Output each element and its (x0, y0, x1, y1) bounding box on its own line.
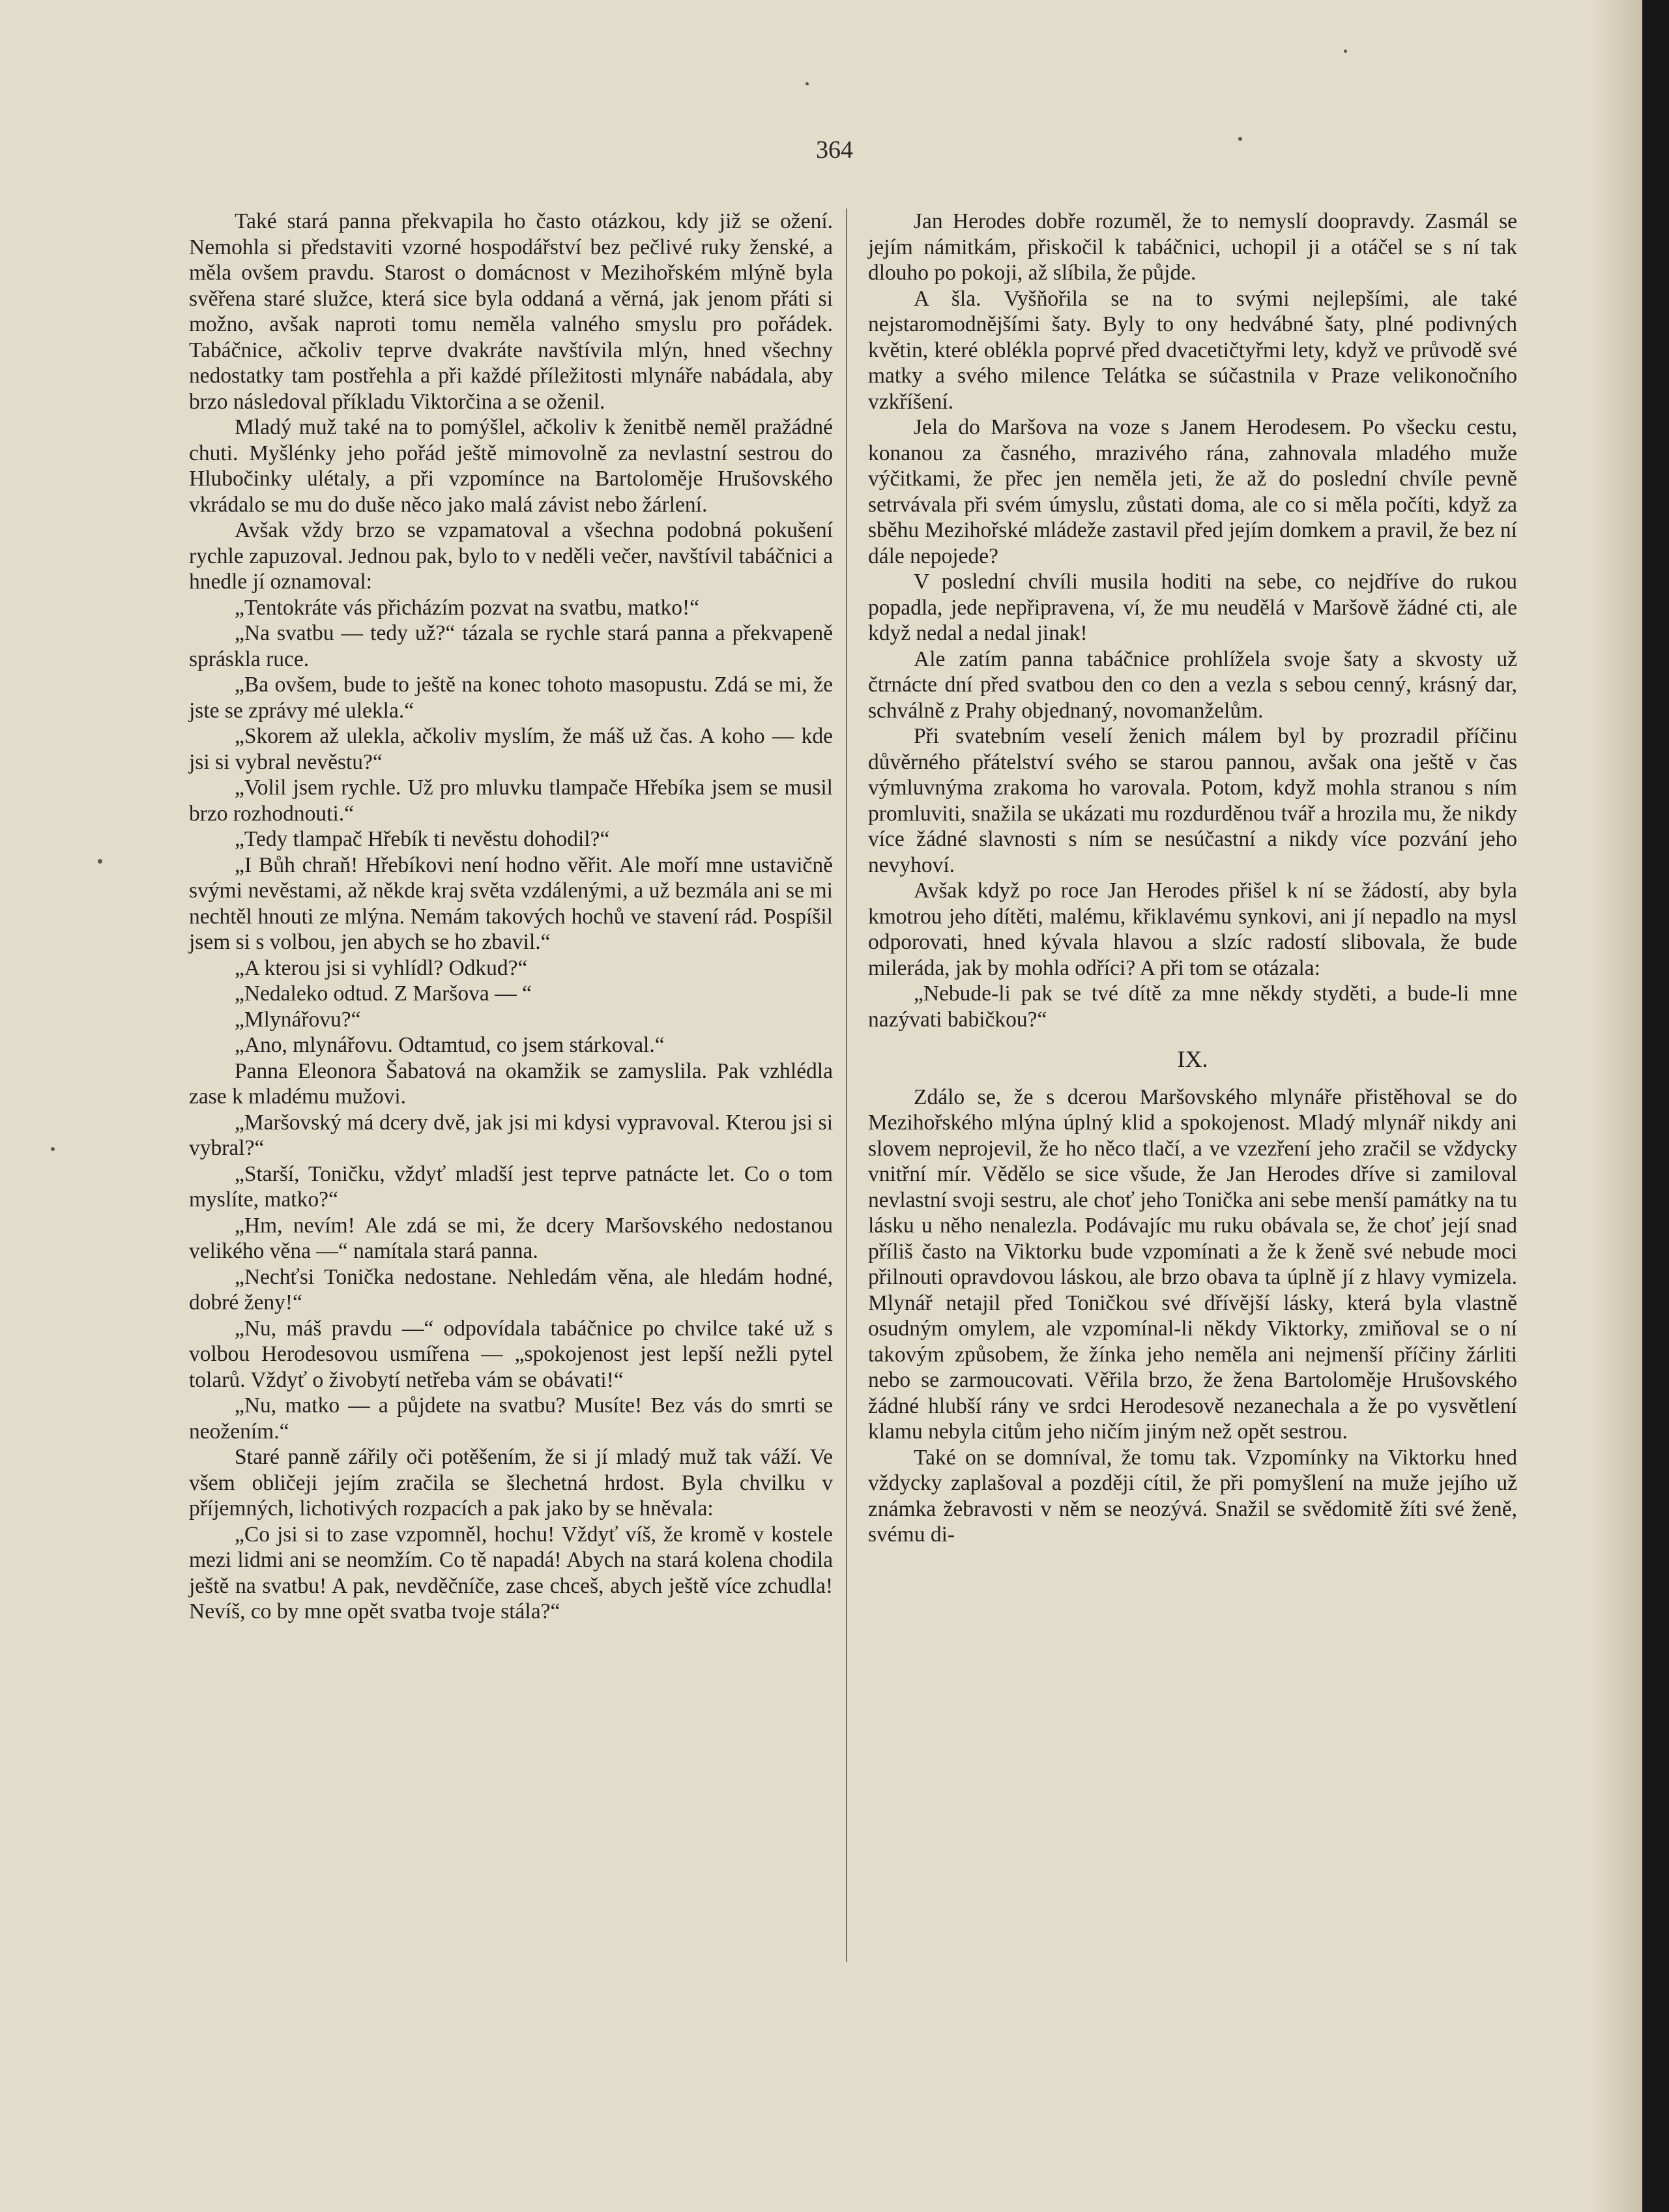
paragraph: „Skorem až ulekla, ačkoliv myslím, že máš už čas. A koho — kde jsi si vybral nevěstu?“ (189, 724, 833, 774)
paragraph: Avšak vždy brzo se vzpamatoval a všechna podobná pokušení rychle zapuzoval. Jednou pak, bylo to v neděli večer, navštívil tabáčnici a hnedle jí oznamoval: (189, 518, 833, 594)
paragraph: Jan Herodes dobře rozuměl, že to nemyslí doopravdy. Zasmál se jejím námitkám, přiskočil k tabáčnici, uchopil ji a otáčel se s ní tak dlouho po pokoji, až slíbila, že půjde. (868, 209, 1517, 285)
paragraph: „Nebude-li pak se tvé dítě za mne někdy styděti, a bude-li mne nazývati babičkou?“ (868, 982, 1517, 1032)
ink-speck (51, 1147, 55, 1151)
paragraph: Při svatebním veselí ženich málem byl by prozradil příčinu důvěrného přátelství svého se starou pannou, avšak ona ještě v čas výmluvnýma zrakoma ho varovala. Potom, když mohla stranou s ním promluviti, snažila se ukázati mu rozdurděnou tvář a hrozila mu, že nikdy více žádné slavnosti s ním se nesúčastní a nikdy více pozvání jeho nevyhoví. (868, 724, 1517, 877)
scan-border (1642, 0, 1669, 2212)
ink-speck (805, 82, 809, 85)
paragraph: „I Bůh chraň! Hřebíkovi není hodno věřit. Ale moří mne ustavičně svými nevěstami, až někde kraj světa vzdálenými, a už bezmála ani se mi nechtěl hnouti ze mlýna. Nemám takových hochů ve stavení rád. Pospíšil jsem si s volbou, jen abych se ho zbavil.“ (189, 852, 833, 954)
paragraph: „Nu, máš pravdu —“ odpovídala tabáčnice po chvilce také už s volbou Herodesovou usmířena — „spokojenost jest lepší nežli pytel tolarů. Vždyť o živobytí netřeba vám se obávati!“ (189, 1316, 833, 1392)
paragraph: „Mlynářovu?“ (235, 1007, 361, 1032)
paragraph: Také on se domníval, že tomu tak. Vzpomínky na Viktorku hned vždycky zaplašoval a později cítil, že při pomyšlení na muže jejího už známka žebravosti v něm se neozývá. Snažil se svědomitě žíti své ženě, svému di- (868, 1445, 1517, 1547)
paragraph: Jela do Maršova na voze s Janem Herodesem. Po všecku cestu, konanou za časného, mrazivého rána, zahnovala mladého muže výčitkami, že přec jen neměla jeti, že až do poslední chvíle pevně setrvávala při svém úmyslu, zůstati doma, ale co si měla počíti, když za sběhu Mezihořské mládeže zastavil před jejím domkem a pravil, že bez ní dále nepojede? (868, 415, 1517, 568)
page-edge-shadow (1590, 0, 1642, 2212)
paragraph: „Ba ovšem, bude to ještě na konec tohoto masopustu. Zdá se mi, že jste se zprávy mé ulekla.“ (189, 673, 833, 723)
ink-speck (1344, 50, 1347, 53)
paragraph: „Nedaleko odtud. Z Maršova — “ (235, 982, 532, 1006)
paragraph: Mladý muž také na to pomýšlel, ačkoliv k ženitbě neměl pražádné chuti. Myšlénky jeho pořád ještě mimovolně za nevlastní sestrou do Hlubočinky ulétaly, a při vzpomínce na Bartoloměje Hrušovského vkrádalo se mu do duše něco jako malá závist nebo žárlení. (189, 415, 833, 517)
paragraph: V poslední chvíli musila hoditi na sebe, co nejdříve do rukou popadla, jede nepřipravena, ví, že mu neudělá v Maršově žádné cti, ale když nedal a nedal jinak! (868, 570, 1517, 645)
right-column (868, 209, 1517, 1548)
paragraph: Avšak když po roce Jan Herodes přišel k ní se žádostí, aby byla kmotrou jeho dítěti, malému, křiklavému synkovi, ani jí nepadlo na mysl odporovati, hned kývala hlavou a slzíc radostí slibovala, že bude mileráda, jak by mohla odříci? A při tom se otázala: (868, 879, 1517, 980)
paragraph: „A kterou jsi si vyhlídl? Odkud?“ (235, 955, 528, 980)
paragraph: „Nechťsi Tonička nedostane. Nehledám věna, ale hledám hodné, dobré ženy!“ (189, 1264, 833, 1315)
paragraph: Také stará panna překvapila ho často otázkou, kdy již se ožení. Nemohla si představiti vzorné hospodářství bez pečlivé ruky ženské, a měla ovšem pravdu. Starost o domácnost v Mezihořském mlýně byla svěřena staré služce, která sice byla oddaná a věrná, jak jenom přáti si možno, avšak naproti tomu neměla valného smyslu pro pořádek. Tabáčnice, ačkoliv teprve dvakráte navštívila mlýn, hned všechny nedostatky tam postřehla a při každé příležitosti mlynáře nabádala, aby brzo následoval příkladu Viktorčina a se oženil. (189, 209, 833, 414)
page-number: 364 (816, 136, 853, 164)
paragraph: „Volil jsem rychle. Už pro mluvku tlampače Hřebíka jsem se musil brzo rozhodnouti.“ (189, 776, 833, 826)
ink-speck (98, 859, 102, 864)
paragraph: „Tedy tlampač Hřebík ti nevěstu dohodil?“ (235, 827, 610, 851)
paragraph: „Hm, nevím! Ale zdá se mi, že dcery Maršovského nedostanou velikého věna —“ namítala stará panna. (189, 1213, 833, 1263)
left-column (189, 209, 833, 1625)
paragraph: „Tentokráte vás přicházím pozvat na svatbu, matko!“ (235, 595, 699, 620)
paragraph: „Maršovský má dcery dvě, jak jsi mi kdysi vypravoval. Kterou jsi si vybral?“ (189, 1110, 833, 1160)
paragraph: „Na svatbu — tedy už?“ tázala se rychle stará panna a překvapeně spráskla ruce. (189, 621, 833, 671)
chapter-heading: IX. (1177, 1046, 1208, 1072)
paragraph: „Co jsi si to zase vzpomněl, hochu! Vždyť víš, že kromě v kostele mezi lidmi ani se neomžím. Co tě napadá! Abych na stará kolena chodila ještě na svatbu! A pak, nevděčníče, zase chceš, abych ještě více zchudla! Nevíš, co by mne opět svatba tvoje stála?“ (189, 1522, 833, 1623)
paragraph: „Ano, mlynářovu. Odtamtud, co jsem stárkoval.“ (235, 1033, 665, 1057)
paragraph: Staré panně zářily oči potěšením, že si jí mladý muž tak váží. Ve všem obličeji jejím zračila se šlechetná hrdost. Byla chvilku v příjemných, lichotivých rozpacích a pak jako by se hněvala: (189, 1445, 833, 1521)
paragraph: „Starší, Toničku, vždyť mladší jest teprve patnácte let. Co o tom myslíte, matko?“ (189, 1161, 833, 1212)
paragraph: Zdálo se, že s dcerou Maršovského mlynáře přistěhoval se do Mezihořského mlýna úplný klid a spokojenost. Mladý mlynář nikdy ani slovem neprojevil, že ho něco tlačí, a ve vzezření jeho zračil se vždycky vnitřní mír. Vědělo se sice všude, že Jan Herodes dříve si zamiloval nevlastní svoji sestru, ale choť jeho Tonička ani sebe menší památky na tu lásku u něho nenalezla. Podávajíc mu ruku obávala se, že choť její snad příliš často na Viktorku bude vzpomínati a že k ženě své nebude moci přilnouti opravdovou láskou, ale brzo obava ta úplně jí z hlavy vymizela. Mlynář netajil před Toničkou své dřívější lásky, která byla vlastně osudným omylem, ale vzpomínal-li někdy Viktorky, zmiňoval se o ní takovým způsobem, že žínka jeho neměla ani nejmenší příčiny žárliti nebo se zarmoucovati. Věřila brzo, že žena Bartoloměje Hrušovského žádné hlubší rány ve srdci Herodesově nezanechala a že po vysvětlení klamu nebyla citům jeho ničím jiným než opět sestrou. (868, 1084, 1517, 1444)
paragraph: Panna Eleonora Šabatová na okamžik se zamyslila. Pak vzhlédla zase k mladému mužovi. (189, 1058, 833, 1109)
paragraph: A šla. Vyšňořila se na to svými nejlepšími, ale také nejstaromodnějšími šaty. Byly to ony hedvábné šaty, plné podivných květin, které oblékla poprvé před dvacetičtyřmi lety, když ve průvodě své matky a svého milence Telátka se súčastnila v Praze velikonočního vzkříšení. (868, 286, 1517, 414)
column-divider (846, 209, 847, 1962)
paragraph: „Nu, matko — a půjdete na svatbu? Musíte! Bez vás do smrti se neožením.“ (189, 1393, 833, 1444)
paragraph: Ale zatím panna tabáčnice prohlížela svoje šaty a skvosty už čtrnácte dní před svatbou den co den a vezla s sebou cenný, krásný dar, schválně z Prahy objednaný, novomanželům. (868, 647, 1517, 723)
